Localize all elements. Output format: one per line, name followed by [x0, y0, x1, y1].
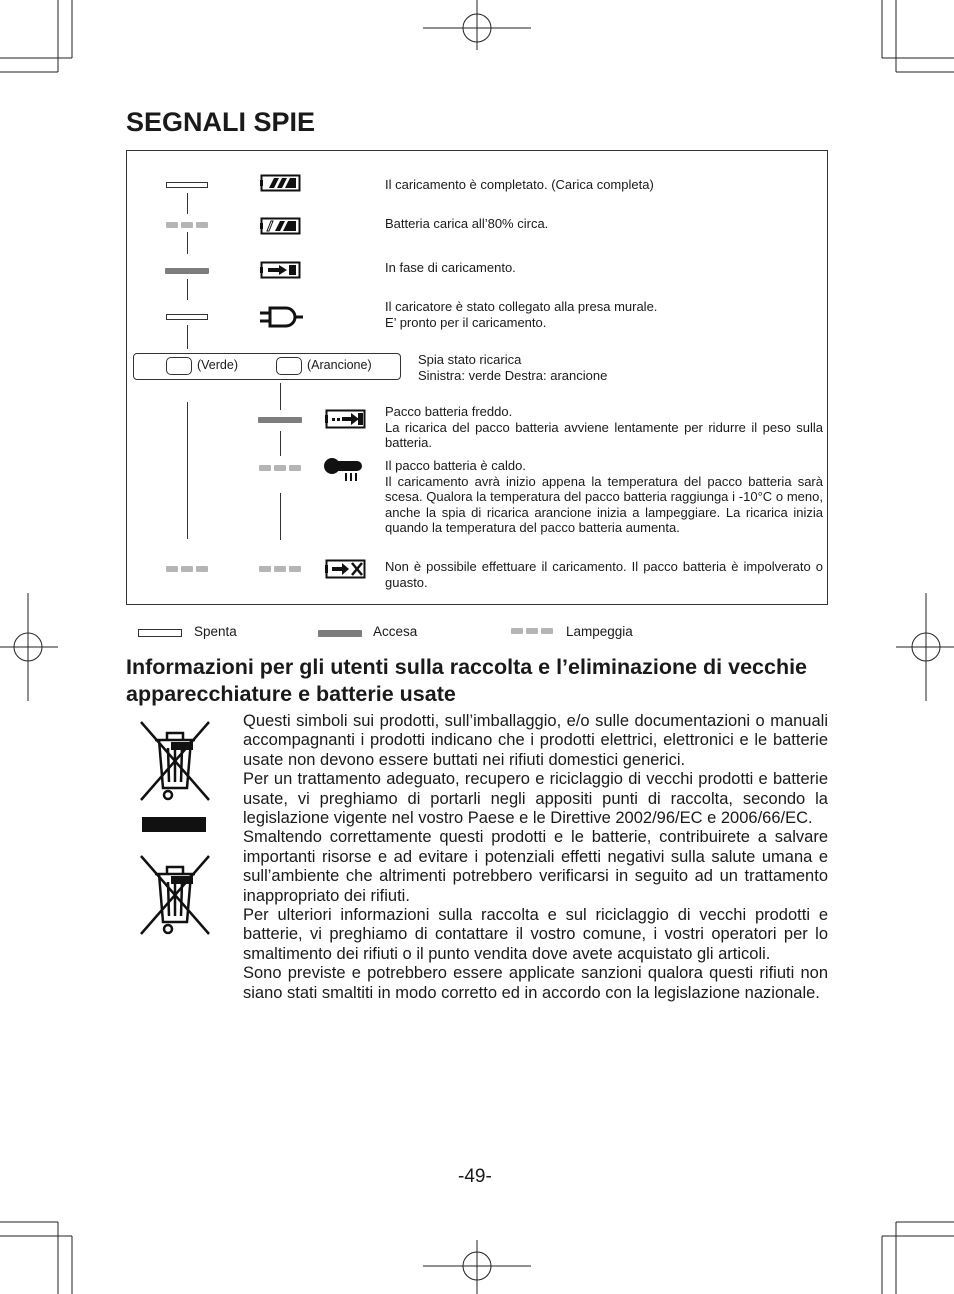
- row-charging-text: In fase di caricamento.: [385, 260, 516, 275]
- lamp-blink-symbol: [259, 465, 301, 471]
- paragraph: Per ulteriori informazioni sulla raccolta e sul riciclaggio di vecchi prodotti e batterie, vi preghiamo di contattare il vostro comune, i vostri operatori per lo smaltimento dei rifiuti o il punto vendita dove avete acquistato gli articoli.: [243, 906, 828, 963]
- page-title: SEGNALI SPIE: [126, 107, 316, 137]
- legend-on-symbol: [318, 630, 362, 637]
- lamp-off-symbol: [166, 314, 208, 320]
- lamp-blink-symbol: [166, 222, 208, 228]
- row-80-text: Batteria carica all’80% circa.: [385, 216, 549, 231]
- orange-connector-line: [280, 383, 281, 410]
- battery-charging-icon: [260, 261, 302, 279]
- weee-bin-icon: [137, 852, 213, 938]
- legend-blink-symbol: [511, 628, 553, 634]
- lamp-blink-symbol: [166, 566, 208, 572]
- legend-blink-label: Lampeggia: [566, 624, 633, 639]
- legend-off-symbol: [138, 629, 182, 637]
- connector-line: [187, 325, 188, 349]
- battery-error-icon: [325, 558, 369, 580]
- battery-cold-icon: [325, 408, 369, 430]
- battery-80-icon: [260, 217, 302, 235]
- weee-date-bar: [142, 817, 206, 832]
- orange-connector-line: [280, 431, 281, 456]
- page-number: -49-: [458, 1166, 492, 1187]
- battery-full-icon: [260, 174, 302, 192]
- section-title: Informazioni per gli utenti sulla raccolta e l’eliminazione di vecchie apparecchiature e batterie usate: [126, 655, 808, 706]
- row-cold-text: Pacco batteria freddo. La ricarica del pacco batteria avviene lentamente per ridurre il peso sulla batteria.: [385, 404, 823, 450]
- row-complete-text: Il caricamento è completato. (Carica completa): [385, 177, 654, 192]
- connector-line: [187, 232, 188, 254]
- lamp-on-symbol: [165, 268, 209, 274]
- green-connector-line: [187, 402, 188, 539]
- plug-icon: [258, 305, 304, 329]
- lamp-blink-symbol: [259, 566, 301, 572]
- paragraph: Questi simboli sui prodotti, sull’imballaggio, e/o sulle documentazioni o manuali accompagnanti i prodotti indicano che i prodotti elettrici, elettronici e le batterie usate non devono essere buttati nei rifiuti domestici generici.: [243, 712, 828, 769]
- paragraph: Smaltendo correttamente questi prodotti e le batterie, contribuirete a salvare importanti risorse e ad evitare i potenziali effetti negativi sulla salute umana e sull’ambiente che altrimenti potrebbero verificarsi in seguito ad un trattamento inappropriato dei rifiuti.: [243, 828, 828, 905]
- orange-lamp-label: (Arancione): [307, 358, 372, 372]
- disposal-info-text: [243, 712, 828, 1003]
- lamp-off-symbol: [166, 182, 208, 188]
- orange-lamp: [276, 357, 302, 375]
- weee-bin-icon: [137, 718, 213, 804]
- row-error-text: Non è possibile effettuare il caricamento. Il pacco batteria è impolverato o guasto.: [385, 559, 823, 590]
- orange-connector-line: [280, 493, 281, 540]
- row-hot-text: Il pacco batteria è caldo. Il caricamento avrà inizio appena la temperatura del pacco batteria sarà scesa. Qualora la temperatura del pacco batteria raggiunga i -10°C o meno, anche la spia di ricarica arancione inizia a lampeggiare. La ricarica inizia quando la temperatura del pacco batteria aumenta.: [385, 458, 823, 535]
- lamp-on-symbol: [258, 417, 302, 423]
- green-lamp-label: (Verde): [197, 358, 238, 372]
- green-lamp: [166, 357, 192, 375]
- status-lamps-caption: Spia stato ricarica Sinistra: verde Destra: arancione: [418, 352, 608, 383]
- row-plugged-text: Il caricatore è stato collegato alla presa murale. E’ pronto per il caricamento.: [385, 299, 658, 330]
- paragraph: Per un trattamento adeguato, recupero e riciclaggio di vecchi prodotti e batterie usate, vi preghiamo di portarli negli appositi punti di raccolta, secondo la legislazione vigente nel vostro Paese e le Direttive 2002/96/EC e 2006/66/EC.: [243, 770, 828, 828]
- connector-line: [187, 193, 188, 214]
- thermometer-hot-icon: [323, 455, 367, 483]
- paragraph: Sono previste e potrebbero essere applicate sanzioni qualora questi rifiuti non siano stati smaltiti in modo corretto ed in accordo con la legislazione nazionale.: [243, 964, 828, 1002]
- connector-line: [187, 279, 188, 300]
- legend-on-label: Accesa: [373, 624, 418, 639]
- legend-off-label: Spenta: [194, 624, 237, 639]
